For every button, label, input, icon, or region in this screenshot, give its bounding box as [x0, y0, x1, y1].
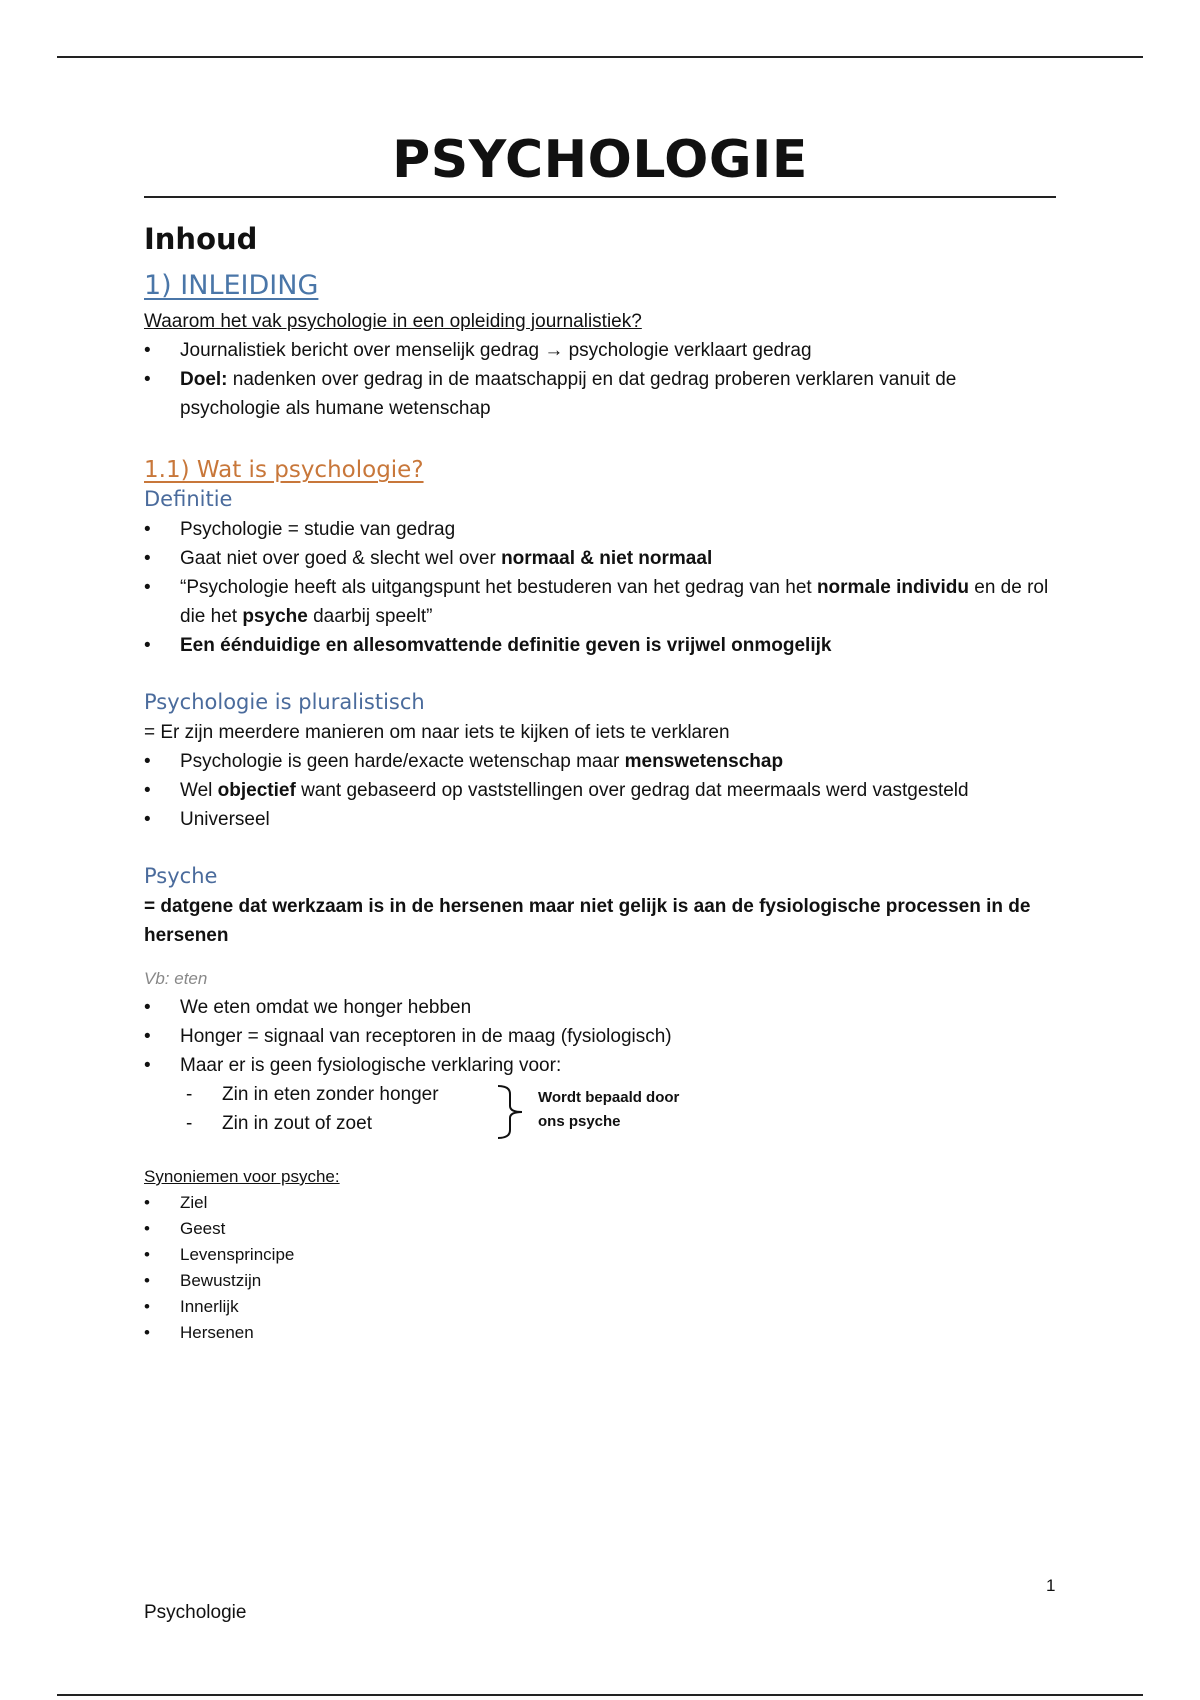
heading-psyche: Psyche: [144, 864, 218, 888]
list-item: • Bewustzijn: [144, 1268, 1056, 1294]
heading-inleiding[interactable]: 1) INLEIDING: [144, 270, 319, 301]
list-item: • “Psychologie heeft als uitgangspunt het bestuderen van het gedrag van het normale individu en de rol die het psyche daarbij speelt”: [144, 573, 1056, 631]
list-item: • Innerlijk: [144, 1294, 1056, 1320]
list-item: • Levensprincipe: [144, 1242, 1056, 1268]
intro-question: Waarom het vak psychologie in een opleiding journalistiek?: [144, 311, 642, 332]
list-item: • Journalistiek bericht over menselijk gedrag → psychologie verklaart gedrag: [144, 336, 1056, 365]
page-content: [144, 130, 1056, 1346]
footer-rule: [57, 1694, 1143, 1696]
list-item: • Geest: [144, 1216, 1056, 1242]
list-item: • Psychologie is geen harde/exacte wetenschap maar menswetenschap: [144, 747, 1056, 776]
page-number: 1: [1046, 1576, 1056, 1595]
list-item: • Doel: nadenken over gedrag in de maatschappij en dat gedrag proberen verklaren vanuit de psychologie als humane wetenschap: [144, 365, 1056, 423]
list-item: • Honger = signaal van receptoren in de maag (fysiologisch): [144, 1022, 1056, 1051]
psyche-definition: = datgene dat werkzaam is in de hersenen maar niet gelijk is aan de fysiologische processen in de hersenen: [144, 896, 1031, 946]
synonyms-heading: Synoniemen voor psyche:: [144, 1167, 340, 1186]
document-title: PSYCHOLOGIE: [144, 130, 1056, 198]
list-item: • Ziel: [144, 1190, 1056, 1216]
list-item: • We eten omdat we honger hebben: [144, 993, 1056, 1022]
header-rule: [57, 56, 1143, 58]
heading-definitie: Definitie: [144, 487, 233, 511]
pluralistic-list: [144, 747, 1056, 834]
intro-list: [144, 336, 1056, 423]
toc-heading: Inhoud: [144, 222, 258, 256]
example-label: Vb: eten: [144, 969, 208, 988]
list-item: • Gaat niet over goed & slecht wel over normaal & niet normaal: [144, 544, 1056, 573]
list-item: • Psychologie = studie van gedrag: [144, 515, 1056, 544]
footer-text: Psychologie: [144, 1602, 247, 1623]
definition-list: [144, 515, 1056, 660]
list-item: • Hersenen: [144, 1320, 1056, 1346]
heading-wat-is-psychologie[interactable]: 1.1) Wat is psychologie?: [144, 457, 424, 483]
list-item: • Universeel: [144, 805, 1056, 834]
list-item: • Een éénduidige en allesomvattende definitie geven is vrijwel onmogelijk: [144, 631, 1056, 660]
dash-item: - Zin in zout of zoet: [186, 1113, 372, 1134]
list-item: • Maar er is geen fysiologische verklaring voor:: [144, 1051, 1056, 1080]
right-brace-icon: [496, 1084, 526, 1140]
list-item: • Wel objectief want gebaseerd op vaststellingen over gedrag dat meermaals werd vastgesteld: [144, 776, 1056, 805]
psyche-list: [144, 993, 1056, 1080]
dash-item: - Zin in eten zonder honger: [186, 1084, 439, 1105]
dash-sublist: [186, 1080, 1056, 1142]
heading-pluralistisch: Psychologie is pluralistisch: [144, 690, 425, 714]
brace-note: Wordt bepaald door ons psyche: [538, 1089, 680, 1130]
synonyms-list: [144, 1190, 1056, 1346]
pluralistic-intro: = Er zijn meerdere manieren om naar iets te kijken of iets te verklaren: [144, 722, 730, 743]
